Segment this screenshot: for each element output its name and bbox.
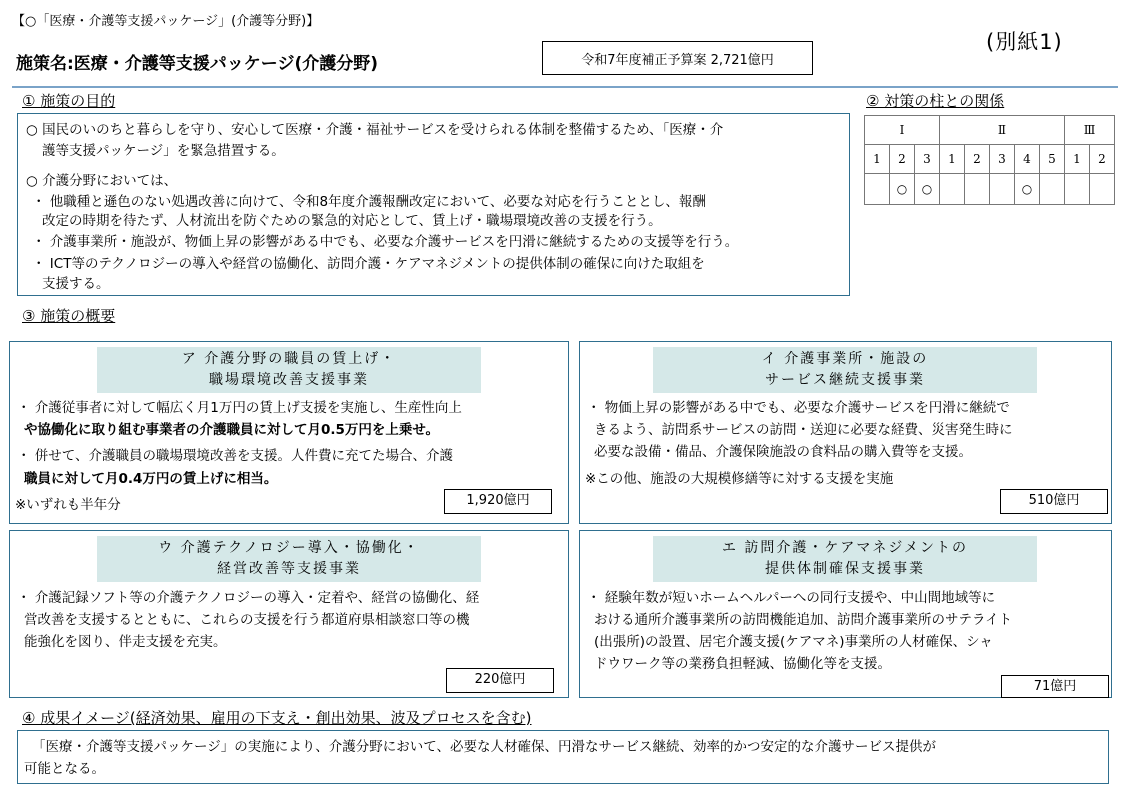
purpose-line: ・ 介護事業所・施設が、物価上昇の影響がある中でも、必要な介護サービスを円滑に継続するための支援等を行う。: [32, 234, 739, 250]
pillar-mark: [1040, 174, 1065, 205]
panel-u-amount: 220億円: [446, 668, 554, 693]
pillar-mark: [940, 174, 965, 205]
attachment-label: (別紙1): [986, 30, 1063, 54]
purpose-box: [17, 113, 850, 296]
header-divider: [12, 86, 1118, 88]
pillar-number: 2: [965, 145, 990, 174]
purpose-line: ・ 他職種と遜色のない処遇改善に向けて、令和8年度介護報酬改定において、必要な対応を行うこととし、報酬: [32, 194, 706, 210]
section4-heading: ④ 成果イメージ(経済効果、雇用の下支え・創出効果、波及プロセスを含む): [22, 709, 532, 727]
outcome-line: 「医療・介護等支援パッケージ」の実施により、介護分野において、必要な人材確保、円滑なサービス継続、効率的かつ安定的な介護サービス提供が: [32, 739, 936, 755]
panel-a-line: ・ 介護従事者に対して幅広く月1万円の賃上げ支援を実施し、生産性向上: [17, 400, 462, 416]
pillar-mark: [965, 174, 990, 205]
pillar-mark: ○: [915, 174, 940, 205]
panel-a-line: ・ 併せて、介護職員の職場環境改善を支援。人件費に充てた場合、介護: [17, 448, 454, 464]
purpose-line: ○ 国民のいのちと暮らしを守り、安心して医療・介護・福祉サービスを受けられる体制を整備するため、「医療・介: [26, 122, 724, 138]
section2-heading: ② 対策の柱との関係: [866, 92, 1005, 110]
panel-u: [9, 530, 569, 698]
purpose-line: 支援する。: [42, 276, 110, 292]
policy-name: 施策名:医療・介護等支援パッケージ(介護分野): [16, 54, 378, 74]
panel-u-title-line2: 経営改善等支援事業: [217, 561, 361, 577]
pillar-number: 3: [990, 145, 1015, 174]
panel-a-line: 職員に対して月0.4万円の賃上げに相当。: [24, 471, 278, 487]
pillar-mark: [1090, 174, 1115, 205]
pillar-mark: [990, 174, 1015, 205]
panel-u-line: ・ 介護記録ソフト等の介護テクノロジーの導入・定着や、経営の協働化、経: [17, 590, 480, 606]
pillar-number: 1: [1065, 145, 1090, 174]
panel-i-line: 必要な設備・備品、介護保険施設の食料品の購入費等を支援。: [594, 444, 972, 460]
pillar-mark: [865, 174, 890, 205]
panel-a: [9, 341, 569, 524]
panel-e-title: [653, 536, 1037, 582]
pillar-number: 4: [1015, 145, 1040, 174]
pillar-number: 1: [940, 145, 965, 174]
section3-heading: ③ 施策の概要: [22, 307, 116, 325]
budget-text: 令和7年度補正予算案 2,721億円: [581, 52, 774, 68]
panel-a-title-line1: ア 介護分野の職員の賃上げ・: [181, 351, 397, 367]
panel-u-title-line1: ウ 介護テクノロジー導入・協働化・: [158, 540, 420, 556]
panel-a-title-line2: 職場環境改善支援事業: [209, 372, 369, 388]
purpose-line: 護等支援パッケージ」を緊急措置する。: [42, 143, 285, 159]
pillar-number: 3: [915, 145, 940, 174]
panel-e-line: ドウワーク等の業務負担軽減、協働化等を支援。: [594, 656, 891, 672]
pillar-number: 2: [1090, 145, 1115, 174]
panel-a-line: や協働化に取り組む事業者の介護職員に対して月0.5万円を上乗せ。: [24, 422, 440, 438]
purpose-line: ・ ICT等のテクノロジーの導入や経営の協働化、訪問介護・ケアマネジメントの提供体制の確保に向けた取組を: [32, 256, 705, 272]
panel-a-title: [97, 347, 481, 393]
pillar-group: Ⅰ: [865, 116, 940, 145]
pillar-number: 2: [890, 145, 915, 174]
panel-i-title-line1: イ 介護事業所・施設の: [761, 351, 929, 367]
panel-u-line: 営改善を支援するとともに、これらの支援を行う都道府県相談窓口等の機: [24, 612, 470, 628]
pillar-mark: [1065, 174, 1090, 205]
panel-a-amount: 1,920億円: [444, 489, 552, 514]
panel-i-line: きるよう、訪問系サービスの訪問・送迎に必要な経費、災害発生時に: [594, 422, 1013, 438]
pillar-group: Ⅱ: [940, 116, 1065, 145]
panel-e-line: おける通所介護事業所の訪問機能追加、訪問介護事業所のサテライト: [594, 612, 1013, 628]
panel-e-line: (出張所)の設置、居宅介護支援(ケアマネ)事業所の人材確保、シャ: [594, 634, 993, 650]
pillar-group: Ⅲ: [1065, 116, 1115, 145]
panel-i-amount: 510億円: [1000, 489, 1108, 514]
pillar-mark: ○: [890, 174, 915, 205]
panel-u-line: 能強化を図り、伴走支援を充実。: [24, 634, 227, 650]
panel-i-line: ・ 物価上昇の影響がある中でも、必要な介護サービスを円滑に継続で: [587, 400, 1010, 416]
pillar-number: 5: [1040, 145, 1065, 174]
panel-i-title: [653, 347, 1037, 393]
outcome-box: [17, 730, 1109, 784]
panel-e-amount: 71億円: [1001, 675, 1109, 698]
panel-i-title-line2: サービス継続支援事業: [765, 372, 925, 388]
pillar-table: [864, 115, 1115, 205]
outcome-line: 可能となる。: [24, 761, 105, 777]
purpose-line: 改定の時期を待たず、人材流出を防ぐための緊急的対応として、賃上げ・職場環境改善の支援を行う。: [42, 213, 662, 229]
pillar-number: 1: [865, 145, 890, 174]
panel-i-note: ※この他、施設の大規模修繕等に対する支援を実施: [585, 471, 894, 487]
panel-e-title-line2: 提供体制確保支援事業: [765, 561, 925, 577]
pillar-mark: ○: [1015, 174, 1040, 205]
panel-u-title: [97, 536, 481, 582]
document-tag: 【○「医療・介護等支援パッケージ」(介護等分野)】: [12, 14, 320, 29]
panel-a-note: ※いずれも半年分: [15, 497, 121, 513]
panel-e-title-line1: エ 訪問介護・ケアマネジメントの: [721, 540, 969, 556]
panel-e: [579, 530, 1112, 698]
panel-e-line: ・ 経験年数が短いホームヘルパーへの同行支援や、中山間地域等に: [587, 590, 996, 606]
panel-i: [579, 341, 1112, 524]
purpose-line: ○ 介護分野においては、: [26, 173, 178, 189]
budget-box: [542, 41, 813, 75]
section1-heading: ① 施策の目的: [22, 92, 116, 110]
